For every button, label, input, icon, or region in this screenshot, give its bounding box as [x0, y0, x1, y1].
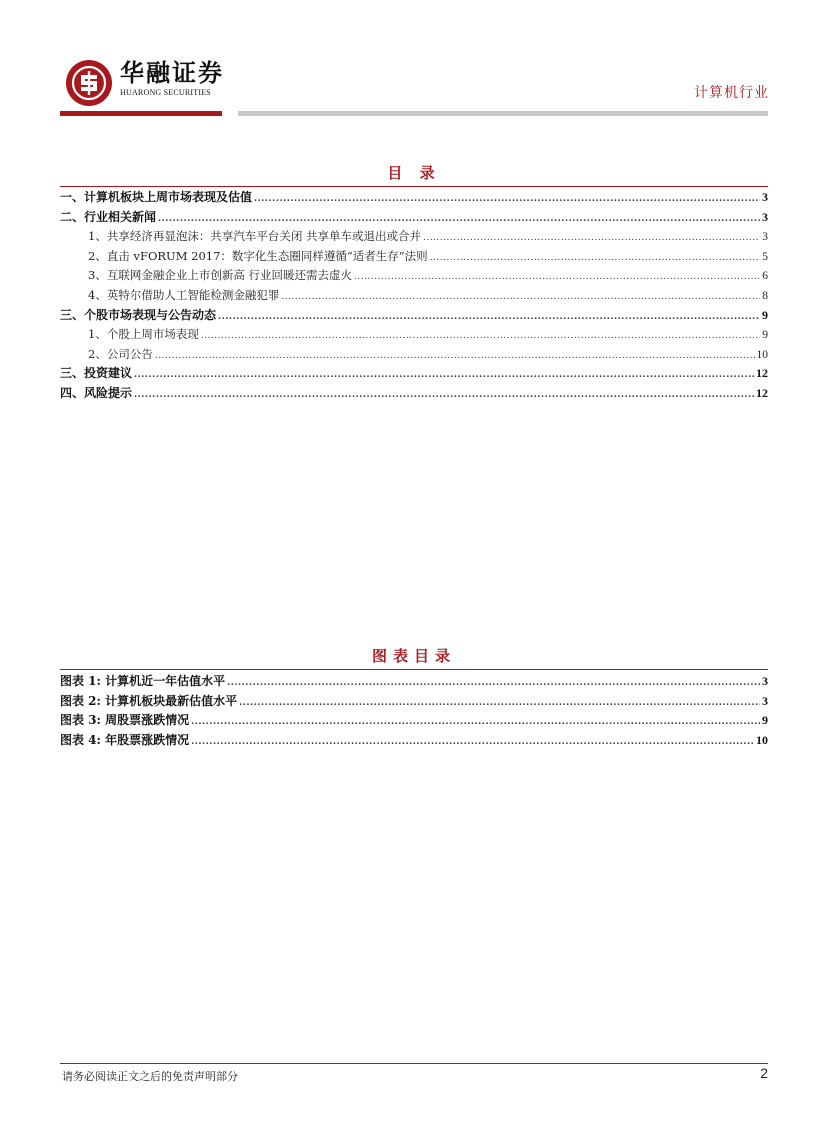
brand-block [120, 58, 224, 98]
brand-name-cn: 华融证券 [120, 59, 224, 87]
toc-entry[interactable] [60, 247, 768, 267]
toc-entry-text: 二、行业相关新闻 [60, 209, 157, 224]
toc-entry-text: 四、风险提示 [60, 385, 133, 400]
toc-entry[interactable] [60, 731, 768, 751]
figures-title: 图表目录 [371, 647, 456, 665]
toc-leader-dots [201, 327, 760, 347]
toc-leader-dots [191, 713, 760, 733]
toc-entry[interactable] [60, 364, 768, 384]
toc-entry-page: 8 [762, 289, 768, 302]
toc-entry-text: 3、互联网金融企业上市创新高 行业回暖还需去虚火 [88, 268, 352, 283]
toc-leader-dots [218, 308, 760, 328]
toc-entry[interactable] [60, 672, 768, 692]
footer-disclaimer: 请务必阅读正文之后的免责声明部分 [62, 1070, 238, 1083]
toc-leader-dots [281, 288, 760, 308]
toc-entry-page: 3 [762, 674, 768, 688]
toc-entry-page: 9 [762, 713, 768, 728]
toc-leader-dots [155, 347, 755, 367]
toc-leader-dots [430, 249, 761, 269]
footer-rule [60, 1063, 768, 1064]
toc-entry[interactable] [60, 711, 768, 731]
toc-leader-dots [134, 386, 754, 406]
toc-leader-dots [354, 268, 760, 288]
toc-entry-text: 1、个股上周市场表现 [88, 327, 199, 342]
toc-entry-text: 图表 3: 周股票涨跌情况 [60, 713, 190, 728]
toc-entry-text: 一、计算机板块上周市场表现及估值 [60, 190, 253, 204]
toc-entry-page: 10 [756, 348, 768, 361]
toc-entry-text: 1、共享经济再显泡沫：共享汽车平台关闭 共享单车或退出或合并 [88, 229, 421, 244]
figures-rule [60, 669, 768, 670]
toc-entry-text: 4、英特尔借助人工智能检测金融犯罪 [88, 287, 280, 302]
toc-entry-text: 图表 4: 年股票涨跌情况 [60, 732, 190, 747]
toc-entry-page: 12 [756, 366, 768, 381]
toc-entry[interactable] [60, 227, 768, 247]
toc-leader-dots [423, 229, 760, 249]
toc-entry[interactable] [60, 384, 768, 404]
toc-list [60, 188, 768, 404]
toc-entry-page: 9 [762, 329, 768, 342]
figures-list [60, 672, 768, 750]
huarong-logo-icon [66, 60, 112, 106]
toc-entry-text: 图表 1: 计算机近一年估值水平 [60, 674, 226, 688]
brand-name-en: HUARONG SECURITIES [120, 88, 211, 97]
toc-entry[interactable] [60, 345, 768, 365]
toc-entry[interactable] [60, 188, 768, 208]
toc-title: 目 录 [387, 164, 441, 182]
toc-entry-page: 3 [762, 209, 768, 224]
header-accent-bar [60, 111, 222, 116]
toc-entry[interactable] [60, 286, 768, 306]
toc-entry-page: 9 [762, 307, 768, 322]
toc-entry-text: 三、投资建议 [60, 366, 133, 381]
header-divider-bar [238, 111, 768, 116]
toc-entry-page: 5 [762, 250, 768, 263]
toc-leader-dots [227, 674, 760, 694]
page-number: 2 [760, 1065, 768, 1081]
toc-rule [60, 186, 768, 187]
toc-entry[interactable] [60, 208, 768, 228]
logo-mark-icon [66, 60, 112, 106]
toc-entry[interactable] [60, 266, 768, 286]
toc-leader-dots [239, 694, 760, 714]
toc-entry-page: 3 [762, 190, 768, 204]
toc-entry[interactable] [60, 325, 768, 345]
toc-entry-page: 3 [762, 693, 768, 708]
toc-leader-dots [254, 190, 760, 210]
toc-entry-text: 图表 2: 计算机板块最新估值水平 [60, 693, 238, 708]
toc-entry-text: 2、公司公告 [88, 346, 153, 361]
toc-entry-page: 12 [756, 385, 768, 400]
toc-entry-text: 三、个股市场表现与公告动态 [60, 307, 217, 322]
toc-entry-page: 6 [762, 270, 768, 283]
toc-entry-text: 2、直击 vFORUM 2017：数字化生态圈同样遵循“适者生存”法则 [88, 248, 428, 263]
toc-entry-page: 10 [756, 732, 768, 747]
industry-label: 计算机行业 [694, 85, 769, 101]
toc-entry-page: 3 [762, 231, 768, 244]
toc-leader-dots [191, 733, 754, 753]
toc-leader-dots [134, 366, 754, 386]
toc-entry[interactable] [60, 306, 768, 326]
toc-entry[interactable] [60, 692, 768, 712]
